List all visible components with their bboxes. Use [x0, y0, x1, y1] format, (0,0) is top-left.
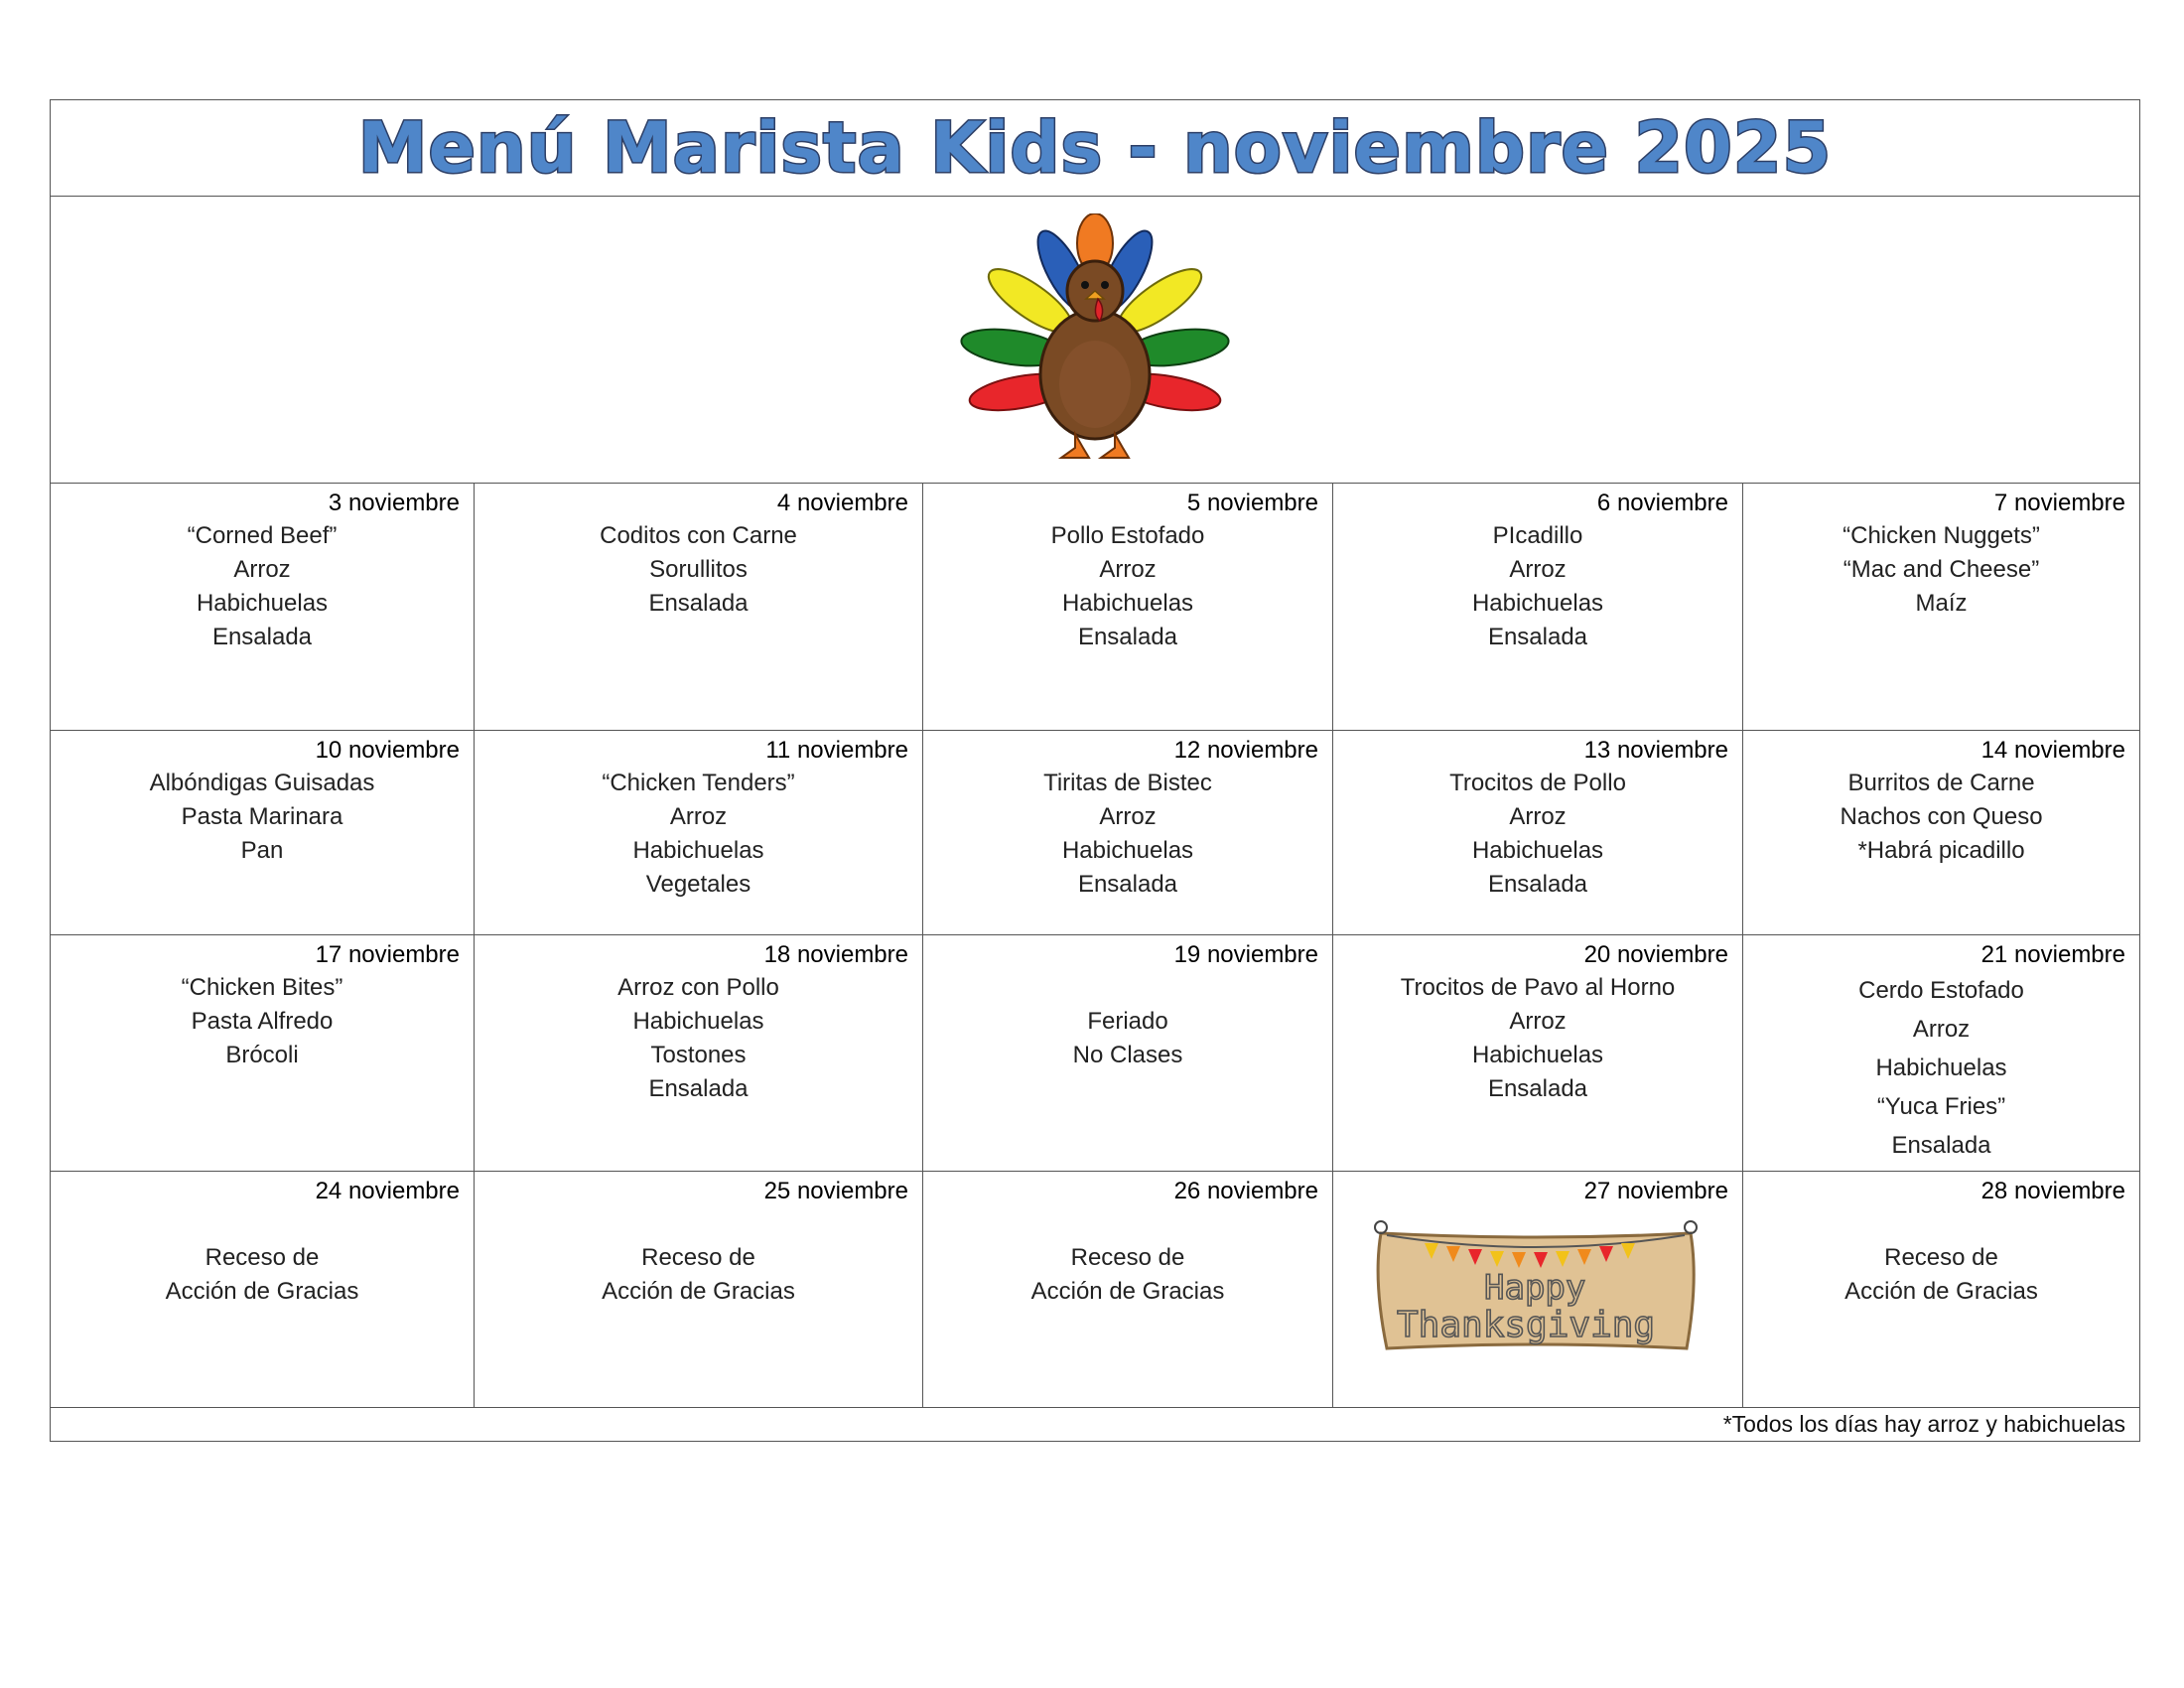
day-date: 17 noviembre: [315, 941, 460, 968]
menu-item: Tostones: [650, 1042, 747, 1068]
menu-sheet: [50, 99, 2139, 1442]
menu-item: Pasta Marinara: [181, 803, 343, 830]
day-date: 19 noviembre: [1173, 941, 1318, 968]
menu-item: Habichuelas: [1061, 837, 1194, 864]
day-cell: [923, 484, 1333, 731]
menu-item: Habichuelas: [1875, 1055, 2007, 1081]
menu-item: Acción de Gracias: [1030, 1278, 1225, 1305]
day-cell: [1743, 484, 2140, 731]
day-cell: [1743, 731, 2140, 935]
menu-item: Ensalada: [648, 1075, 749, 1102]
menu-item: Ensalada: [1077, 871, 1178, 898]
menu-item: Arroz: [1509, 803, 1567, 830]
menu-item: Coditos con Carne: [600, 522, 797, 549]
day-cell: [923, 1172, 1333, 1408]
menu-item: Acción de Gracias: [1844, 1278, 2038, 1305]
menu-item: Arroz: [233, 556, 291, 583]
menu-item: Cerdo Estofado: [1858, 977, 2024, 1004]
day-cell: [923, 935, 1333, 1172]
menu-item: Pan: [240, 837, 284, 864]
day-date: 26 noviembre: [1173, 1178, 1318, 1204]
menu-item: “Mac and Cheese”: [1843, 556, 2040, 583]
menu-item: Nachos con Queso: [1840, 803, 2043, 830]
day-date: 6 noviembre: [1596, 490, 1728, 516]
day-date: 11 noviembre: [765, 737, 908, 764]
day-cell: [475, 1172, 923, 1408]
day-cell: [1333, 1172, 1743, 1408]
day-date: 13 noviembre: [1583, 737, 1728, 764]
menu-item: Habichuelas: [1061, 590, 1194, 617]
banner-line-2: Thanksgiving: [1397, 1305, 1656, 1345]
menu-item: Trocitos de Pavo al Horno: [1400, 974, 1676, 1001]
week-row-2: [51, 731, 2140, 935]
menu-item: Pasta Alfredo: [191, 1008, 334, 1035]
day-date: 3 noviembre: [328, 490, 460, 516]
menu-item: Vegetales: [645, 871, 751, 898]
happy-thanksgiving-banner-icon: [1367, 1211, 1705, 1365]
day-date: 21 noviembre: [1980, 941, 2125, 968]
day-cell: [1743, 935, 2140, 1172]
menu-calendar: [50, 99, 2140, 1442]
day-cell: [475, 484, 923, 731]
menu-item: “Chicken Bites”: [181, 974, 343, 1001]
menu-item: Trocitos de Pollo: [1449, 770, 1626, 796]
menu-item: Habichuelas: [1471, 837, 1604, 864]
day-date: 25 noviembre: [763, 1178, 908, 1204]
menu-item: Habichuelas: [632, 837, 764, 864]
illustration-row: [51, 197, 2140, 484]
menu-item: Habichuelas: [1471, 590, 1604, 617]
day-cell: [475, 731, 923, 935]
menu-item: Acción de Gracias: [602, 1278, 795, 1305]
menu-item: Pollo Estofado: [1050, 522, 1205, 549]
day-cell: [1333, 484, 1743, 731]
day-date: 10 noviembre: [315, 737, 460, 764]
menu-item: Habichuelas: [632, 1008, 764, 1035]
day-date: 7 noviembre: [1993, 490, 2125, 516]
menu-item: [923, 971, 1332, 1005]
menu-item: “Chicken Nuggets”: [1843, 522, 2040, 549]
menu-item: Ensalada: [1487, 624, 1588, 650]
menu-item: Arroz: [669, 803, 728, 830]
week-row-3: [51, 935, 2140, 1172]
day-date: 4 noviembre: [776, 490, 908, 516]
menu-item: Receso de: [1070, 1244, 1185, 1271]
footnote: *Todos los días hay arroz y habichuelas: [1722, 1411, 2125, 1437]
day-date: 14 noviembre: [1980, 737, 2125, 764]
menu-item: Ensalada: [211, 624, 313, 650]
menu-item: Receso de: [205, 1244, 320, 1271]
menu-item: Arroz: [1912, 1016, 1971, 1043]
menu-item: Ensalada: [1891, 1132, 1991, 1159]
menu-item: Albóndigas Guisadas: [149, 770, 375, 796]
menu-item: Arroz: [1509, 1008, 1567, 1035]
menu-item: [1743, 1207, 2139, 1241]
day-date: 27 noviembre: [1583, 1178, 1728, 1204]
day-cell: [923, 731, 1333, 935]
day-cell: [1333, 935, 1743, 1172]
day-date: 12 noviembre: [1173, 737, 1318, 764]
menu-item: No Clases: [1072, 1042, 1183, 1068]
day-date: 18 noviembre: [763, 941, 908, 968]
day-cell: [51, 1172, 475, 1408]
day-date: 28 noviembre: [1980, 1178, 2125, 1204]
footnote-row: [51, 1408, 2140, 1442]
menu-item: Brócoli: [225, 1042, 299, 1068]
menu-item: Arroz con Pollo: [617, 974, 779, 1001]
week-row-1: [51, 484, 2140, 731]
menu-item: Maíz: [1915, 590, 1968, 617]
menu-item: Ensalada: [1487, 871, 1588, 898]
menu-item: Burritos de Carne: [1847, 770, 2035, 796]
menu-item: Sorullitos: [649, 556, 748, 583]
turkey-icon: [951, 213, 1239, 462]
menu-item: [923, 1207, 1332, 1241]
day-cell: [1743, 1172, 2140, 1408]
day-cell: [51, 484, 475, 731]
week-row-4: [51, 1172, 2140, 1408]
menu-item: Ensalada: [1487, 1075, 1588, 1102]
menu-item: *Habrá picadillo: [1857, 837, 2025, 864]
day-cell: [1333, 731, 1743, 935]
banner-line-1: Happy: [1484, 1268, 1586, 1308]
page-title: Menú Marista Kids - noviembre 2025: [357, 107, 1833, 189]
menu-item: Ensalada: [1077, 624, 1178, 650]
day-date: 5 noviembre: [1186, 490, 1318, 516]
menu-item: Receso de: [1884, 1244, 1998, 1271]
day-date: 24 noviembre: [315, 1178, 460, 1204]
menu-item: “Yuca Fries”: [1876, 1093, 2006, 1120]
day-cell: [475, 935, 923, 1172]
menu-item: “Chicken Tenders”: [602, 770, 795, 796]
menu-item: Tiritas de Bistec: [1043, 770, 1212, 796]
menu-item: Acción de Gracias: [165, 1278, 359, 1305]
menu-item: Habichuelas: [196, 590, 329, 617]
menu-item: Ensalada: [648, 590, 749, 617]
day-cell: [51, 935, 475, 1172]
menu-item: Habichuelas: [1471, 1042, 1604, 1068]
menu-item: [51, 1207, 474, 1241]
menu-item: Arroz: [1099, 556, 1157, 583]
menu-item: PIcadillo: [1492, 522, 1583, 549]
menu-item: [475, 1207, 922, 1241]
day-cell: [51, 731, 475, 935]
title-row: [51, 100, 2140, 197]
menu-item: Arroz: [1509, 556, 1567, 583]
menu-item: Arroz: [1099, 803, 1157, 830]
menu-item: Receso de: [641, 1244, 755, 1271]
menu-item: Feriado: [1087, 1008, 1168, 1035]
menu-item: “Corned Beef”: [187, 522, 338, 549]
day-date: 20 noviembre: [1583, 941, 1728, 968]
